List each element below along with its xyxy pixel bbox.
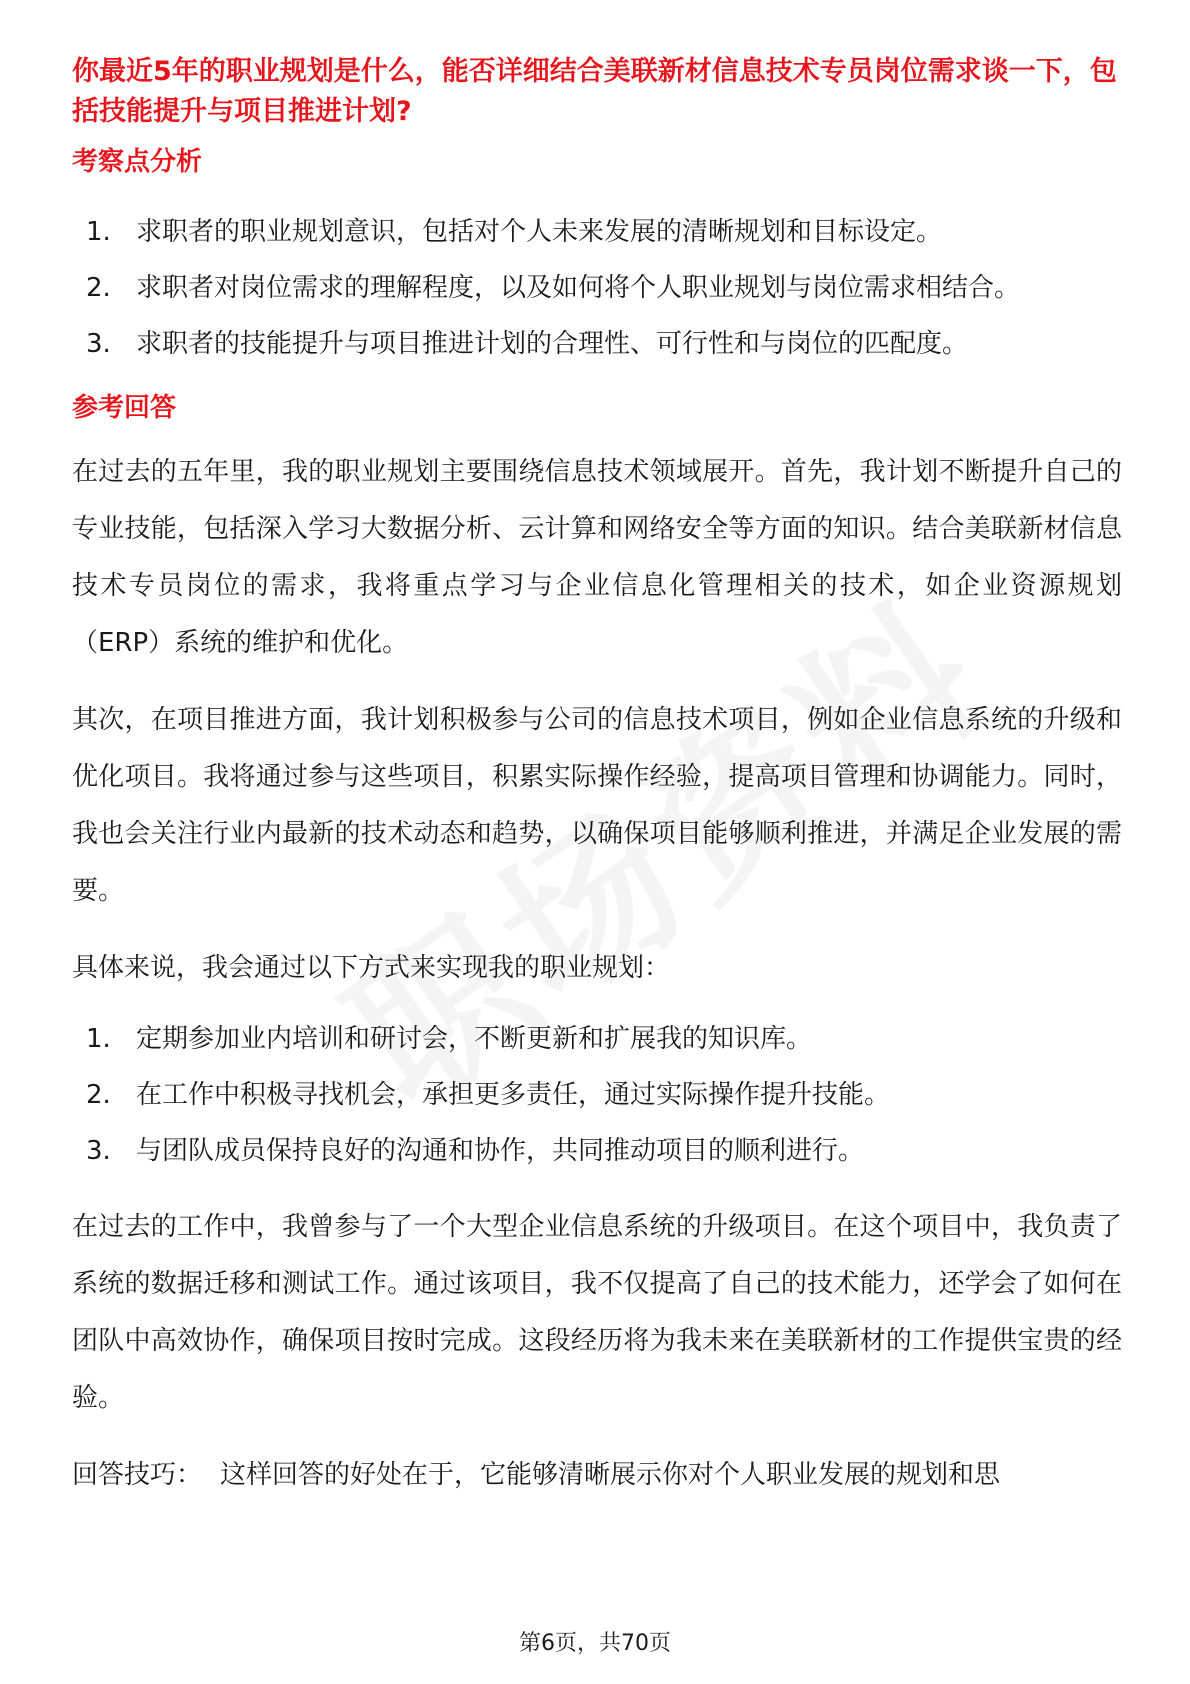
list-item <box>72 316 1122 372</box>
list-item <box>72 1123 1122 1179</box>
answer-heading: 参考回答 <box>72 393 177 423</box>
page-number-footer: 第6页，共70页 <box>519 1631 671 1656</box>
list-item <box>72 1011 1122 1067</box>
answer-paragraph: 具体来说，我会通过以下方式来实现我的职业规划： <box>72 953 671 983</box>
list-item-text: 求职者的技能提升与项目推进计划的合理性、可行性和与岗位的匹配度。 <box>136 329 969 359</box>
list-item-text: 在工作中积极寻找机会，承担更多责任，通过实际操作提升技能。 <box>136 1080 891 1110</box>
list-item-text: 与团队成员保持良好的沟通和协作，共同推动项目的顺利进行。 <box>136 1136 865 1166</box>
tip-text: 这样回答的好处在于，它能够清晰展示你对个人职业发展的规划和思 <box>220 1460 1001 1490</box>
plan-list <box>72 1011 1122 1179</box>
answer-paragraph: 在过去的工作中，我曾参与了一个大型企业信息系统的升级项目。在这个项目中，我负责了系统的数据迁移和测试工作。通过该项目，我不仅提高了自己的技术能力，还学会了如何在团队中高效协作，确保项目按时完成。这段经历将为我未来在美联新材的工作提供宝贵的经验。 <box>72 1212 1122 1413</box>
analysis-list <box>72 204 1122 372</box>
list-item <box>72 204 1122 260</box>
list-item <box>72 1067 1122 1123</box>
list-item-number: 2. <box>86 273 111 303</box>
analysis-heading: 考察点分析 <box>72 147 203 177</box>
list-item-text: 求职者对岗位需求的理解程度，以及如何将个人职业规划与岗位需求相结合。 <box>136 273 1021 303</box>
list-item-number: 2. <box>86 1080 111 1110</box>
list-item-number: 1. <box>86 1024 111 1054</box>
list-item <box>72 260 1122 316</box>
answer-paragraph: 其次，在项目推进方面，我计划积极参与公司的信息技术项目，例如企业信息系统的升级和优化项目。我将通过参与这些项目，积累实际操作经验，提高项目管理和协调能力。同时，我也会关注行业内最新的技术动态和趋势，以确保项目能够顺利推进，并满足企业发展的需要。 <box>72 705 1122 906</box>
tip-label: 回答技巧： <box>72 1460 203 1490</box>
list-item-number: 1. <box>86 217 111 247</box>
list-item-text: 求职者的职业规划意识，包括对个人未来发展的清晰规划和目标设定。 <box>136 217 943 247</box>
document-page <box>72 52 1122 1504</box>
list-item-number: 3. <box>86 1136 111 1166</box>
list-item-text: 定期参加业内培训和研讨会，不断更新和扩展我的知识库。 <box>136 1024 813 1054</box>
answer-tip <box>72 1447 1122 1504</box>
list-item-number: 3. <box>86 329 111 359</box>
question-title: 你最近5年的职业规划是什么，能否详细结合美联新材信息技术专员岗位需求谈一下，包括技能提升与项目推进计划? <box>72 56 1117 127</box>
answer-paragraph: 在过去的五年里，我的职业规划主要围绕信息技术领域展开。首先，我计划不断提升自己的专业技能，包括深入学习大数据分析、云计算和网络安全等方面的知识。结合美联新材信息技术专员岗位的需求，我将重点学习与企业信息化管理相关的技术，如企业资源规划（ERP）系统的维护和优化。 <box>72 457 1122 658</box>
